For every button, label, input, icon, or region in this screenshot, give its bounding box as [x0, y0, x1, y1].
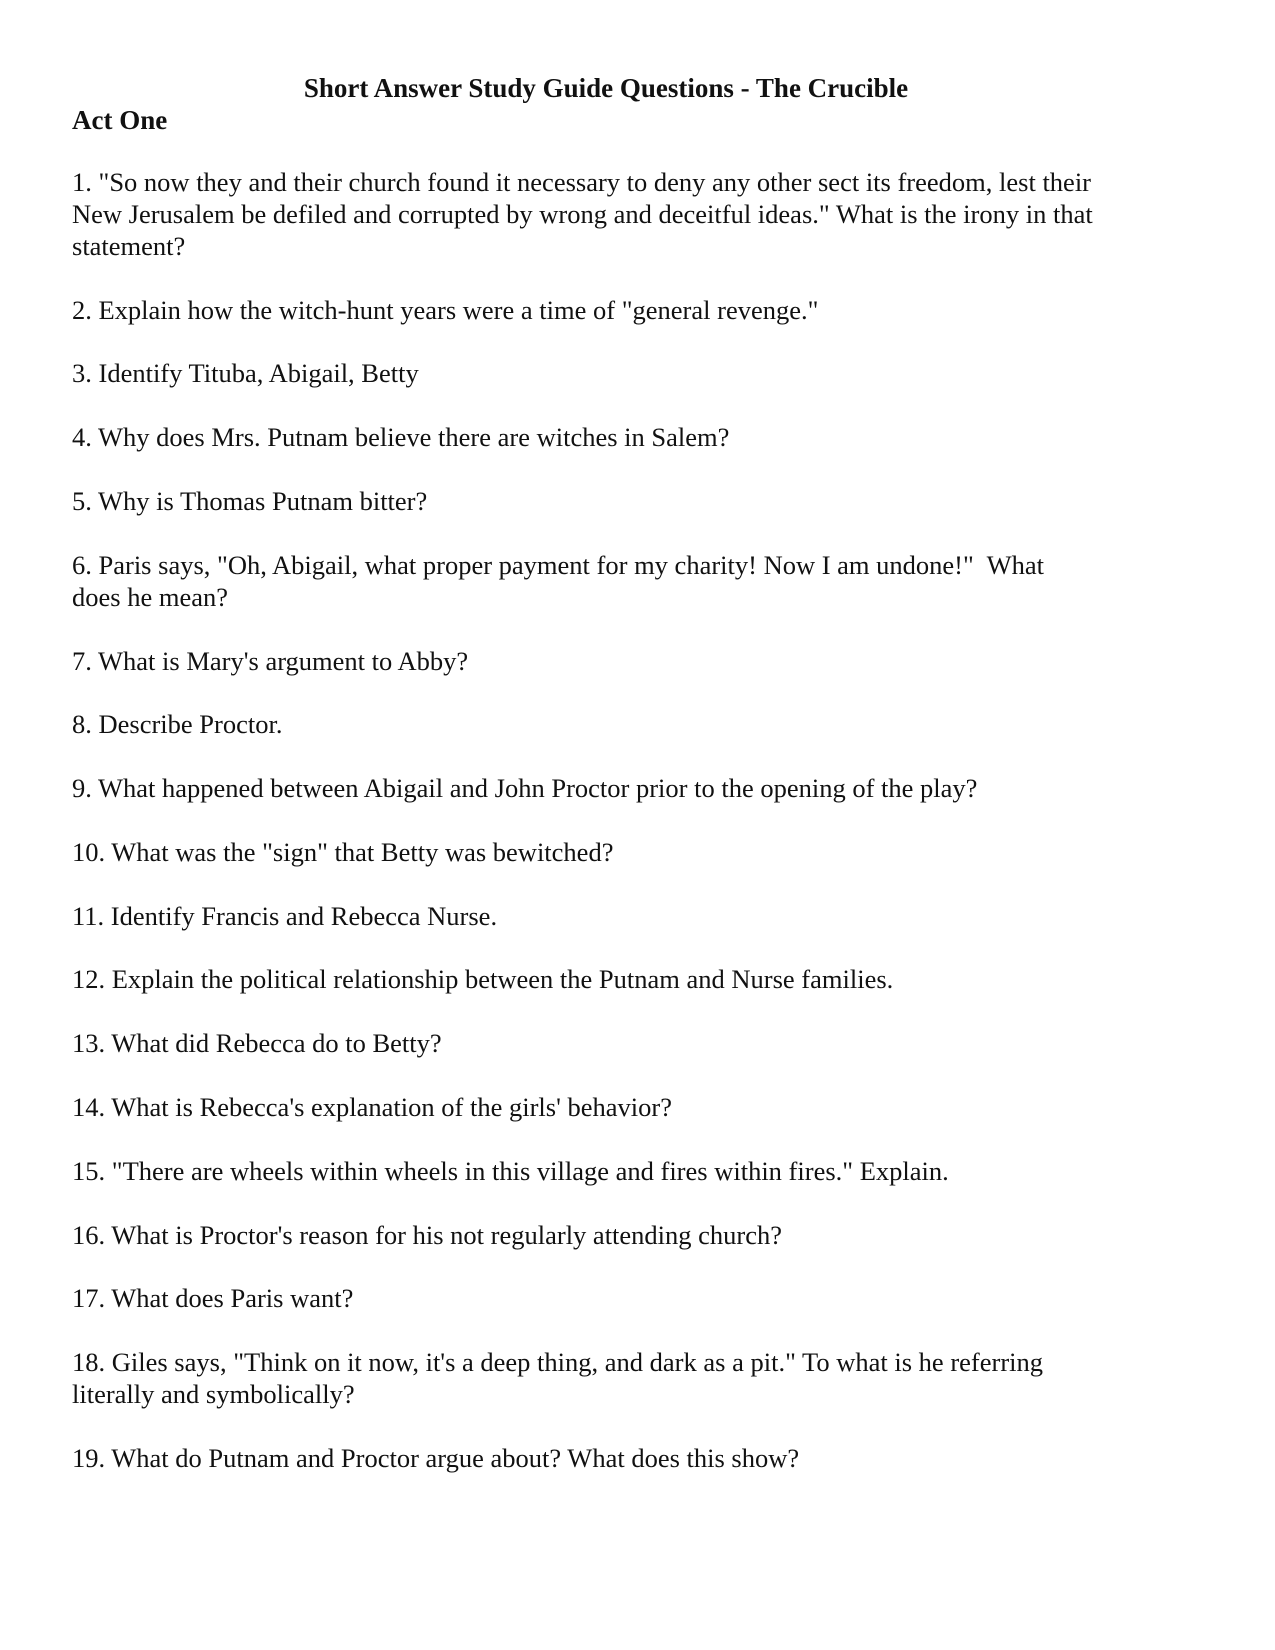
question-line: 13. What did Rebecca do to Betty? — [72, 1028, 442, 1059]
question-line: statement? — [72, 230, 186, 261]
question-line: 8. Describe Proctor. — [72, 709, 283, 740]
question-item — [72, 167, 1093, 263]
question-line: 4. Why does Mrs. Putnam believe there are witches in Salem? — [72, 422, 730, 453]
question-line: 14. What is Rebecca's explanation of the girls' behavior? — [72, 1092, 672, 1123]
question-line: 16. What is Proctor's reason for his not regularly attending church? — [72, 1219, 783, 1250]
question-line: 5. Why is Thomas Putnam bitter? — [72, 486, 428, 516]
question-line: 17. What does Paris want? — [72, 1283, 354, 1314]
question-line: does he mean? — [72, 581, 228, 612]
question-item — [72, 295, 1093, 327]
question-item — [72, 964, 1093, 996]
question-item — [72, 422, 1093, 454]
question-item — [72, 1028, 1093, 1060]
question-item — [72, 709, 1093, 741]
question-line: 12. Explain the political relationship between the Putnam and Nurse families. — [72, 964, 894, 995]
question-line: 9. What happened between Abigail and John Proctor prior to the opening of the play? — [72, 773, 978, 804]
question-item — [72, 1092, 1093, 1124]
document-title: Short Answer Study Guide Questions - The Crucible — [303, 73, 909, 103]
question-item — [72, 1443, 1093, 1475]
question-item — [72, 837, 1093, 869]
question-line: 2. Explain how the witch-hunt years were a time of "general revenge." — [72, 294, 819, 325]
question-item — [72, 901, 1093, 933]
question-line: 7. What is Mary's argument to Abby? — [72, 645, 469, 676]
question-line: 10. What was the "sign" that Betty was bewitched? — [72, 836, 614, 867]
question-line: New Jerusalem be defiled and corrupted by wrong and deceitful ideas." What is the irony in that — [72, 198, 1093, 229]
question-item — [72, 550, 1093, 614]
question-item — [72, 486, 1093, 518]
question-line: 11. Identify Francis and Rebecca Nurse. — [72, 900, 498, 931]
question-item — [72, 1156, 1093, 1188]
question-item — [72, 1347, 1093, 1411]
question-item — [72, 1283, 1093, 1315]
question-line: 1. "So now they and their church found it necessary to deny any other sect its freedom, lest their — [72, 167, 1092, 197]
question-item — [72, 646, 1093, 678]
question-item — [72, 773, 1093, 805]
question-item — [72, 358, 1093, 390]
question-item — [72, 1220, 1093, 1252]
question-line: 18. Giles says, "Think on it now, it's a deep thing, and dark as a pit." To what is he referring — [72, 1347, 1044, 1378]
question-line: 3. Identify Tituba, Abigail, Betty — [72, 358, 419, 389]
question-line: 6. Paris says, "Oh, Abigail, what proper payment for my charity! Now I am undone!" What — [72, 549, 1044, 580]
question-line: literally and symbolically? — [72, 1379, 355, 1410]
section-heading: Act One — [72, 105, 168, 135]
question-line: 15. "There are wheels within wheels in this village and fires within fires." Explain. — [72, 1155, 949, 1186]
question-line: 19. What do Putnam and Proctor argue about? What does this show? — [72, 1442, 800, 1473]
question-list — [72, 167, 1093, 1507]
